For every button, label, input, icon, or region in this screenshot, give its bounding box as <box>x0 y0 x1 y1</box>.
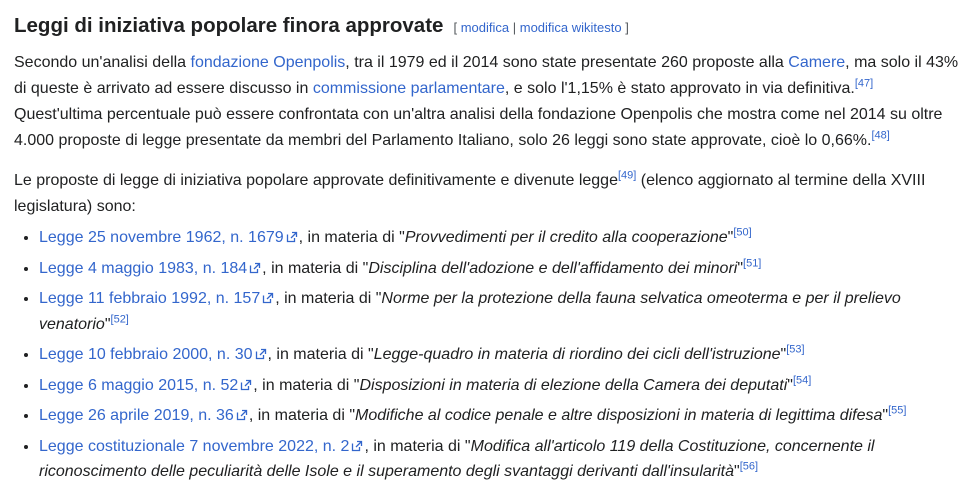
text: , in materia di " <box>253 376 360 394</box>
bracket: ] <box>625 20 629 35</box>
text: " <box>882 407 889 424</box>
law-link[interactable]: Legge 11 febbraio 1992, n. 157 <box>39 290 261 307</box>
text: Le proposte di legge di iniziativa popolare approvate definitivamente e divenute legge <box>14 172 618 189</box>
edit-link[interactable]: modifica <box>460 20 510 35</box>
text: , in materia di " <box>267 346 374 363</box>
text: " <box>104 315 111 333</box>
list-item <box>39 434 960 485</box>
edit-links <box>453 20 628 35</box>
text: " <box>787 376 793 394</box>
external-link-icon <box>240 374 253 387</box>
external-link-icon <box>286 226 299 239</box>
external-link-icon <box>255 343 268 356</box>
section-title: Leggi di iniziativa popolare finora approvate <box>14 14 444 37</box>
list-item <box>39 373 960 399</box>
list-item <box>39 256 960 282</box>
text: Quest'ultima percentuale può essere confrontata con un'altra analisi della fondazione Openpolis che mostra come nel 2014 su oltre 4.000 proposte di legge presentate da membri del Parlamento Italiano, solo 26 leggi sono state approvate, cioè lo 0,66%. <box>14 106 943 149</box>
reference-link[interactable]: [51] <box>743 257 762 270</box>
law-link[interactable]: Legge 25 novembre 1962, n. 1679 <box>39 229 284 246</box>
text: " <box>780 346 787 363</box>
law-subject: Modifiche al codice penale e altre disposizioni in materia di legittima difesa <box>355 407 883 424</box>
text: , e solo l'1,15% è stato approvato in via definitiva. <box>504 80 855 97</box>
section-heading <box>14 0 960 41</box>
commissione-link[interactable]: commissione parlamentare <box>312 80 505 97</box>
ref-47[interactable]: [47] <box>854 77 874 90</box>
law-subject: Legge-quadro in materia di riordino dei cicli dell'istruzione <box>373 346 781 363</box>
reference-link[interactable]: [56] <box>739 460 759 473</box>
edit-source-link[interactable]: modifica wikitesto <box>519 20 622 35</box>
text: " <box>727 229 734 246</box>
paragraph-2 <box>14 168 960 220</box>
law-subject: Provvedimenti per il credito alla cooperazione <box>404 229 728 246</box>
text: " <box>737 259 744 277</box>
law-link[interactable]: Legge 10 febbraio 2000, n. 30 <box>39 346 253 363</box>
ref-48[interactable]: [48] <box>871 129 890 142</box>
external-link-icon <box>262 287 275 300</box>
text: , in materia di " <box>364 437 471 455</box>
reference-link[interactable]: [53] <box>786 343 805 356</box>
list-item <box>39 286 960 337</box>
law-link[interactable]: Legge 26 aprile 2019, n. 36 <box>39 407 234 424</box>
bracket: [ <box>453 20 458 35</box>
text: (elenco aggiornato al termine della XVIII legislatura) sono: <box>14 172 926 215</box>
list-item <box>39 225 960 251</box>
law-link[interactable]: Legge 4 maggio 1983, n. 184 <box>39 259 248 277</box>
separator: | <box>512 20 517 35</box>
law-subject: Disposizioni in materia di elezione della Camera dei deputati <box>359 376 788 394</box>
law-subject: Disciplina dell'adozione e dell'affidamento dei minori <box>368 259 738 277</box>
text: , in materia di " <box>275 290 382 307</box>
law-subject: Modifica all'articolo 119 della Costituzione, concernente il riconoscimento delle peculiarità delle Isole e il superamento degli svantaggi derivanti dall'insularità <box>39 437 875 480</box>
text: " <box>734 463 740 480</box>
list-item <box>39 342 960 368</box>
camere-link[interactable]: Camere <box>788 54 846 71</box>
ref-49[interactable]: [49] <box>617 169 637 182</box>
openpolis-link[interactable]: fondazione Openpolis <box>190 54 346 71</box>
law-subject: Norme per la protezione della fauna selvatica omeoterma e per il prelievo venatorio <box>39 290 901 333</box>
laws-list <box>39 225 960 485</box>
reference-link[interactable]: [52] <box>110 313 129 326</box>
text: , in materia di " <box>262 259 369 277</box>
reference-link[interactable]: [54] <box>792 374 812 387</box>
external-link-icon <box>249 257 262 270</box>
list-item <box>39 403 960 429</box>
external-link-icon <box>351 435 364 448</box>
text: Secondo un'analisi della <box>14 54 191 71</box>
text: , ma solo il 43% di queste è arrivato ad essere discusso in <box>14 54 959 97</box>
text: , in materia di " <box>298 229 405 246</box>
text: , in materia di " <box>248 407 355 424</box>
paragraph-1 <box>14 50 960 154</box>
reference-link[interactable]: [50] <box>733 226 752 239</box>
reference-link[interactable]: [55] <box>888 404 907 417</box>
external-link-icon <box>236 404 249 417</box>
law-link[interactable]: Legge costituzionale 7 novembre 2022, n. 2 <box>39 437 350 455</box>
law-link[interactable]: Legge 6 maggio 2015, n. 52 <box>39 376 239 394</box>
text: , tra il 1979 ed il 2014 sono state presentate 260 proposte alla <box>345 54 789 71</box>
